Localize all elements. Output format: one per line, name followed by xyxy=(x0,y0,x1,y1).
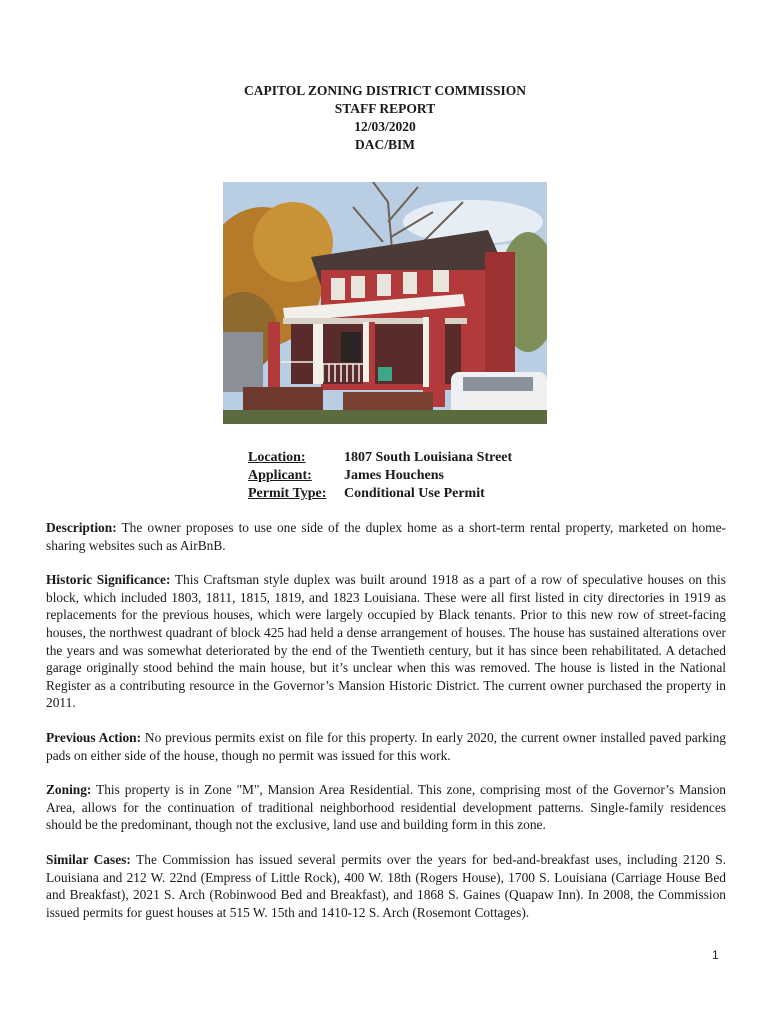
permit-details xyxy=(248,449,512,503)
applicant-value: James Houchens xyxy=(344,468,444,483)
report-initials: DAC/BIM xyxy=(355,137,415,152)
commission-title: CAPITOL ZONING DISTRICT COMMISSION xyxy=(244,83,526,98)
applicant-row xyxy=(248,467,512,485)
zoning-text: This property is in Zone "M", Mansion Area Residential. This zone, comprising most of the Governor’s Mansion Area, allows for the continuation of traditional neighborhood residential development patterns. Single-family residences should be the predominant, though not the exclusive, land use and building form in this zone. xyxy=(46,782,726,833)
historic-paragraph xyxy=(46,571,726,712)
location-label: Location: xyxy=(248,450,306,465)
zoning-heading: Zoning: xyxy=(46,782,92,798)
report-header xyxy=(0,82,770,154)
similar-cases-text: The Commission has issued several permits over the years for bed-and-breakfast uses, including 2120 S. Louisiana and 212 W. 22nd (Empress of Little Rock), 400 W. 18th (Rogers House), 1700 S. Louisiana (Carriage House Bed and Breakfast), 2021 S. Arch (Robinwood Bed and Breakfast), and 1868 S. Gaines (Quapaw Inn). In 2008, the Commission issued permits for guest houses at 515 W. 15th and 1410-12 S. Arch (Rosemont Cottages). xyxy=(46,851,727,920)
description-heading: Description: xyxy=(46,520,117,535)
similar-cases-heading: Similar Cases: xyxy=(46,851,131,867)
previous-action-paragraph xyxy=(46,729,726,764)
applicant-label: Applicant: xyxy=(248,468,312,483)
previous-action-heading: Previous Action: xyxy=(46,729,142,745)
house-photo xyxy=(223,182,547,424)
previous-action-text: No previous permits exist on file for this property. In early 2020, the current owner installed paved parking pads on either side of the house, though no permit was issued for this work. xyxy=(46,729,726,763)
page-number: 1 xyxy=(712,948,719,962)
permit-type-value: Conditional Use Permit xyxy=(344,486,485,501)
report-type: STAFF REPORT xyxy=(334,101,436,116)
report-date: 12/03/2020 xyxy=(354,119,416,134)
description-text: The owner proposes to use one side of the duplex home as a short-term rental property, marketed on home-sharing websites such as AirBnB. xyxy=(46,520,727,553)
location-value: 1807 South Louisiana Street xyxy=(344,450,513,465)
similar-cases-paragraph xyxy=(46,851,726,921)
permit-type-label: Permit Type: xyxy=(248,486,327,501)
historic-heading: Historic Significance: xyxy=(46,572,171,588)
house-photo-icon xyxy=(223,182,547,424)
description-paragraph xyxy=(46,519,726,554)
historic-text: This Craftsman style duplex was built around 1918 as a part of a row of speculative houses on this block, which included 1803, 1811, 1815, 1819, and 1823 Louisiana. These were all first listed in city directories in 1919 as replacements for the previous houses, which were largely occupied by Black tenants. Prior to this new row of street-facing houses, the northwest quadrant of block 425 had held a dense arrangement of houses. The house has sustained alterations over the years and was somewhat deteriorated by the end of the Twentieth century, but it has since been rehabilitated. A detached garage originally stood behind the main house, but it’s unclear when this was removed. The house is listed in the National Register as a contributing resource in the Governor’s Mansion Historic District. The current owner purchased the property in 2011. xyxy=(46,572,726,711)
zoning-paragraph xyxy=(46,781,726,834)
report-body xyxy=(46,519,726,938)
location-row xyxy=(248,449,512,467)
permit-type-row xyxy=(248,485,512,503)
